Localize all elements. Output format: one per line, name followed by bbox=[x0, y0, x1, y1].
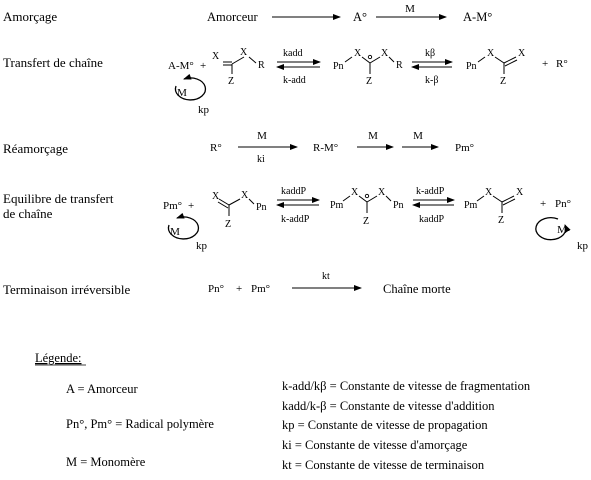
legend-left-3: M = Monomère bbox=[66, 455, 146, 469]
svg-text:X: X bbox=[485, 187, 493, 198]
cycle-monomer-label: M bbox=[177, 87, 187, 99]
reinit-arrow2-label: M bbox=[368, 130, 378, 142]
first-radical-product: A-M° bbox=[463, 10, 493, 24]
k-minus-addp-label-2: k-addP bbox=[416, 186, 445, 197]
step-label-amorcage: Amorçage bbox=[3, 9, 58, 24]
svg-text:X: X bbox=[354, 48, 362, 59]
k-minus-add-label: k-add bbox=[283, 75, 306, 86]
legend-right-5: kt = Constante de vitesse de terminaison bbox=[282, 458, 485, 472]
k-minus-beta-label: k-β bbox=[425, 75, 439, 86]
svg-text:X: X bbox=[351, 187, 359, 198]
svg-text:Pn: Pn bbox=[393, 200, 404, 211]
transfer-radical: A-M° bbox=[168, 60, 194, 72]
k-add-label: kadd bbox=[283, 48, 303, 59]
legend-right-4: ki = Constante de vitesse d'amorçage bbox=[282, 438, 468, 452]
intermediate-radical-1 bbox=[333, 48, 403, 87]
k-addp-label-2: kaddP bbox=[419, 214, 444, 225]
equilibrium-pm-radical: Pm° bbox=[163, 200, 183, 212]
macro-raft-agent bbox=[212, 190, 267, 230]
reinitiation-radical: R° bbox=[210, 142, 222, 154]
svg-text:X: X bbox=[240, 47, 248, 58]
legend-right-1: k-add/kβ = Constante de vitesse de fragmentation bbox=[282, 379, 531, 393]
svg-text:X: X bbox=[381, 48, 389, 59]
termination-radical-2: Pm° bbox=[251, 283, 271, 295]
svg-text:X: X bbox=[212, 191, 220, 202]
k-minus-addp-label: k-addP bbox=[281, 214, 310, 225]
svg-text:X: X bbox=[241, 190, 249, 201]
step-label-transfert: Transfert de chaîne bbox=[3, 55, 103, 70]
transfer-plus-2: + bbox=[542, 58, 549, 70]
kp-label-pm: kp bbox=[196, 240, 207, 252]
svg-text:Z: Z bbox=[225, 219, 232, 230]
equilibrium-plus-1: + bbox=[188, 200, 195, 212]
k-addp-label: kaddP bbox=[281, 186, 306, 197]
svg-text:X: X bbox=[378, 187, 386, 198]
kp-label: kp bbox=[198, 104, 209, 116]
legend-title: Légende: bbox=[35, 351, 82, 365]
svg-text:Pn: Pn bbox=[333, 61, 344, 72]
svg-text:Z: Z bbox=[363, 216, 370, 227]
termination-plus: + bbox=[236, 283, 243, 295]
legend-right-2: kadd/k-β = Constante de vitesse d'addition bbox=[282, 399, 495, 413]
svg-text:R: R bbox=[258, 60, 265, 71]
svg-text:Z: Z bbox=[228, 76, 235, 87]
intermediate-radical-2 bbox=[330, 187, 404, 227]
raft-agent-1 bbox=[212, 47, 265, 87]
svg-text:X: X bbox=[212, 51, 220, 62]
ki-label: ki bbox=[257, 154, 265, 165]
svg-text:X: X bbox=[487, 48, 495, 59]
cycle-monomer-label-pm: M bbox=[170, 226, 180, 238]
svg-text:X: X bbox=[518, 48, 526, 59]
equilibrium-plus-2: + bbox=[540, 198, 547, 210]
legend-left-2: Pn°, Pm° = Radical polymère bbox=[66, 417, 214, 431]
termination-radical-1: Pn° bbox=[208, 283, 225, 295]
legend-right-3: kp = Constante de vitesse de propagation bbox=[282, 418, 488, 432]
arrow-monomer-label: M bbox=[405, 3, 415, 15]
kt-label: kt bbox=[322, 271, 330, 282]
step-label-equilibre-line2: de chaîne bbox=[3, 206, 53, 221]
k-beta-label: kβ bbox=[425, 48, 436, 59]
svg-text:Z: Z bbox=[498, 215, 505, 226]
svg-text:Pm: Pm bbox=[330, 200, 344, 211]
dormant-species-2 bbox=[464, 187, 524, 226]
step-label-reamorcage: Réamorçage bbox=[3, 141, 68, 156]
svg-text:Z: Z bbox=[500, 76, 507, 87]
reinit-arrow3-label: M bbox=[413, 130, 423, 142]
leaving-radical: R° bbox=[556, 58, 568, 70]
svg-text:Pn: Pn bbox=[256, 202, 267, 213]
kp-label-pn: kp bbox=[577, 240, 588, 252]
svg-text:Pm: Pm bbox=[464, 200, 478, 211]
equilibrium-pn-radical: Pn° bbox=[555, 198, 572, 210]
reinit-arrow1-label: M bbox=[257, 130, 267, 142]
reinit-intermediate: R-M° bbox=[313, 142, 339, 154]
legend-left-1: A = Amorceur bbox=[66, 382, 138, 396]
dead-chain-label: Chaîne morte bbox=[383, 282, 451, 296]
svg-text:Z: Z bbox=[366, 76, 373, 87]
initiator-radical: A° bbox=[353, 10, 368, 24]
svg-text:Pn: Pn bbox=[466, 61, 477, 72]
svg-text:R: R bbox=[396, 60, 403, 71]
step-label-terminaison: Terminaison irréversible bbox=[3, 282, 131, 297]
cycle-monomer-label-pn: M bbox=[557, 224, 567, 236]
dormant-species-1 bbox=[466, 48, 526, 87]
transfer-plus: + bbox=[200, 60, 207, 72]
step-label-equilibre-line1: Equilibre de transfert bbox=[3, 191, 114, 206]
svg-text:X: X bbox=[516, 187, 524, 198]
amorceur-label: Amorceur bbox=[207, 10, 258, 24]
reinit-product: Pm° bbox=[455, 142, 475, 154]
